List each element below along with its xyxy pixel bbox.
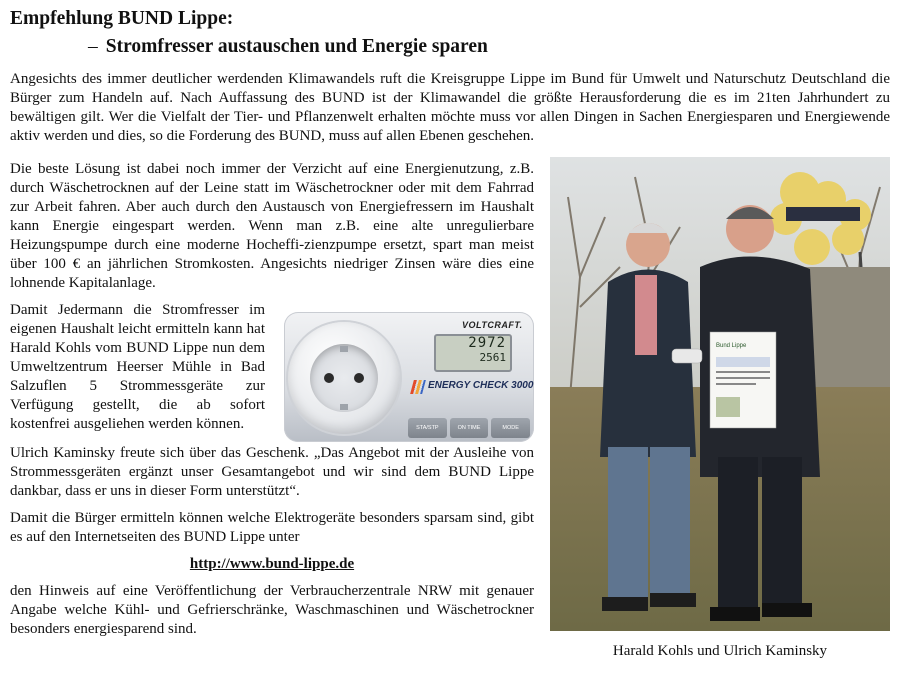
paragraph-verbraucherzentrale: den Hinweis auf eine Veröffentlichung der Verbraucherzentrale NRW mit genauer Angabe welche Kühl- und Gefrierschränke, Waschmaschinen und Wäschetrockner besonders energiesparend sind. [10, 583, 534, 637]
meter-model-label: ENERGY CHECK 3000 [428, 380, 534, 391]
event-photo [550, 157, 890, 631]
photo-illustration [550, 157, 890, 631]
meter-lcd-display [434, 334, 512, 372]
meter-button-on-time: ON TIME [450, 418, 489, 438]
subtitle-text: Stromfresser austauschen und Energie sparen [105, 36, 488, 57]
socket-pin-right [354, 373, 364, 383]
subtitle-dash: – [88, 36, 98, 57]
website-link-line [10, 555, 534, 574]
earth-clip-bottom [340, 404, 348, 410]
meter-button-row [408, 418, 530, 438]
article-subtitle [88, 36, 488, 58]
paragraph-website-hint: Damit die Bürger ermitteln können welche Elektrogeräte besonders sparsam sind, gibt es auf den Internetseiten des BUND Lippe unter [10, 510, 534, 545]
paragraph-kaminsky-quote: Ulrich Kaminsky freute sich über das Geschenk. „Das Angebot mit der Ausleihe von Strommessgeräten ergänzt unser Gesamtangebot und wir sind dem BUND Lippe dankbar, dass er uns in dieser Form unterstützt“. [10, 445, 534, 499]
meter-button-mode: MODE [491, 418, 530, 438]
energy-meter-image [284, 312, 534, 442]
paragraph-meters-donation: Damit Jedermann die Stromfresser im eigenen Haushalt leicht ermitteln kann hat Harald Kohls vom BUND Lippe nun dem Umweltzentrum Heerser Mühle in Bad Salzuflen 5 Strommessgeräte zur Verfügung gestellt, die ab sofort kostenfrei ausgeliehen werden können. [10, 302, 265, 432]
man-left-figure [600, 223, 696, 611]
intro-paragraph: Angesichts des immer deutlicher werdenden Klimawandels ruft die Kreisgruppe Lippe im Bund für Umwelt und Naturschutz Deutschland die Bürger zum Handeln auf. Nach Auffassung des BUND ist der Klimawandel die größte Herausforderung die es im 21ten Jahrhundert zu bewältigen gilt. Wer die Vielfalt der Tier- und Pflanzenwelt erhalten möchte muss vor allen Dingen in Sachen Energiesparen und Energiewende aktiv werden und dies, so die Forderung des BUND, muss auf allen Ebenen geschehen. [10, 71, 890, 144]
lcd-line-1: 2972 [468, 335, 506, 351]
flyer-title: Bund Lippe [716, 343, 747, 349]
held-meter-icon [672, 349, 702, 363]
meter-brand-logo: VOLTCRAFT. [462, 320, 523, 330]
paragraph-energy-saving: Die beste Lösung ist dabei noch immer der Verzicht auf eine Energienutzung, z.B. durch Wäschetrocknen auf der Leine statt im Wäschetrockner oder mit dem Fahrrad zur Arbeit fahren. Aber auch durch den Austausch von Energiefressern im Haushalt kann Energie eingespart werden. Wenn man z.B. eine alte unregulierbare Heizungspumpe durch eine moderne Hocheffi-zienzpumpe ersetzt, spart man meist über 100 € an jährlichen Stromkosten. Angesichts niedriger Zinsen wäre dies eine lohnende Kapitalanlage. [10, 161, 534, 291]
article-title: Empfehlung BUND Lippe: [10, 8, 234, 29]
photo-caption: Harald Kohls und Ulrich Kaminsky [612, 643, 828, 659]
socket-pin-left [324, 373, 334, 383]
power-socket [288, 322, 400, 434]
website-link[interactable]: http://www.bund-lippe.de [189, 556, 355, 572]
meter-button-sta-stp: STA/STP [408, 418, 447, 438]
brand-stripes-icon [410, 380, 426, 394]
lcd-line-2: 2561 [479, 351, 506, 364]
socket-face [310, 344, 378, 412]
earth-clip-top [340, 346, 348, 352]
